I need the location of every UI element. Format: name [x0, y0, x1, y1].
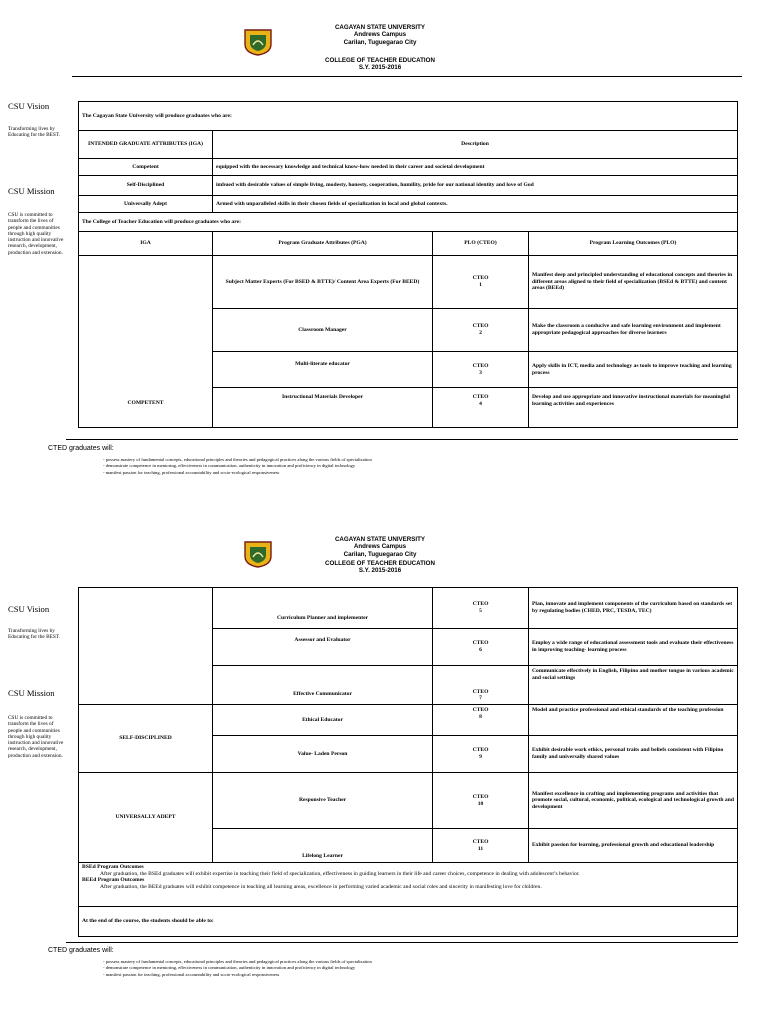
plo-code-cell: [433, 736, 529, 773]
plo-number: 2: [479, 330, 482, 336]
table-row: [79, 705, 738, 736]
plo-number: 1: [479, 282, 482, 288]
page-2: [0, 512, 768, 1012]
plo-number: 5: [479, 608, 482, 614]
list-item: - manifest passion for teaching, professional accountability and socio-ecological responsiveness: [103, 972, 372, 978]
plo-code: CTEO: [472, 688, 489, 695]
plo-code: CTEO: [472, 601, 489, 608]
campus-address: Carilan, Tuguegarao City: [343, 38, 417, 46]
col-pga: Program Graduate Attributes (PGA): [213, 232, 433, 256]
plo-number: 11: [477, 845, 484, 852]
pga-cell: Assessor and Evaluator: [213, 629, 433, 666]
plo-number: 4: [479, 400, 482, 407]
plo-code-cell: [433, 773, 529, 829]
pga-cell: Responsive Teacher: [213, 773, 433, 829]
campus-name: Andrews Campus: [353, 31, 407, 39]
iga-name: Self-Disciplined: [79, 176, 213, 196]
list-item: - possess mastery of fundamental concepts, educational principles and theories and pedagogical practices along the various fields of specialization: [103, 959, 372, 965]
plo-number: 9: [479, 754, 482, 760]
plo-number: 7: [479, 695, 482, 702]
beed-title: BEEd Program Outcomes: [82, 877, 145, 884]
campus-address: Carilan, Tuguegarao City: [343, 550, 417, 558]
pga-cell: Ethical Educator: [213, 705, 433, 736]
plo-code-cell: [433, 829, 529, 863]
pga-cell: Value- Laden Person: [213, 736, 433, 773]
pga-cell: Instructional Materials Developer: [213, 388, 433, 428]
vision-text: Transforming lives by Educating for the BEST.: [8, 126, 60, 139]
plo-description: Apply skills in ICT, media and technology as tools to improve teaching and learning process: [529, 352, 738, 388]
plo-number: 10: [477, 800, 484, 807]
attributes-table: [78, 101, 738, 428]
page-1: [0, 0, 768, 500]
iga-group-label: COMPETENT: [79, 256, 213, 428]
iga-name: Competent: [79, 159, 213, 176]
plo-code-cell: [433, 588, 529, 629]
pga-cell: Effective Communicator: [213, 666, 433, 705]
plo-description: Exhibit passion for learning, professional growth and educational leadership: [529, 829, 738, 863]
plo-code-cell: [433, 666, 529, 705]
plo-number: 3: [479, 369, 482, 376]
plo-description: Develop and use appropriate and innovative instructional materials for meaningful learning activities and experiences: [529, 388, 738, 428]
plo-code-cell: [433, 352, 529, 388]
col-outcomes: Program Learning Outcomes (PLO): [529, 232, 738, 256]
bsed-text: After graduation, the BSEd graduates will exhibit expertise in teaching their field of specialization, effectiveness in guiding learners in their life and career choices, competence in dealing with adolescent’s behavior.: [100, 870, 580, 877]
cte-intro: The College of Teacher Education will produce graduates who are:: [79, 213, 738, 232]
outcomes-table: [78, 587, 738, 937]
university-name: CAGAYAN STATE UNIVERSITY: [334, 24, 426, 31]
plo-code: CTEO: [472, 838, 489, 845]
pga-cell: Classroom Manager: [213, 309, 433, 352]
plo-code-cell: [433, 629, 529, 666]
table-row: [79, 256, 738, 309]
cted-title: CTED graduates will:: [48, 947, 114, 954]
table-row: [79, 176, 738, 196]
plo-description: Communicate effectively in English, Filipino and mother tongue in various academic and social settings: [529, 666, 738, 705]
plo-code: CTEO: [472, 323, 489, 330]
mission-title: CSU Mission: [8, 688, 55, 698]
col-plo: PLO (CTEO): [433, 232, 529, 256]
plo-description: Manifest deep and principled understanding of educational concepts and theories in different areas aligned to their field of specialization (BSEd & BTTE) and content areas (BEEd): [529, 256, 738, 309]
footer-rule: [66, 942, 738, 943]
plo-description: Make the classroom a conducive and safe learning environment and implement appropriate pedagogical approaches for diverse learners: [529, 309, 738, 352]
iga-name: Universally Adept: [79, 196, 213, 213]
institution-header: [290, 24, 470, 46]
header-rule: [72, 76, 742, 77]
footer-rule: [66, 439, 738, 440]
mission-text: CSU is committed to transform the lives of people and communities through high quality instruction and innovative research, development, production and extension.: [8, 715, 64, 759]
list-item: - demonstrate competence in mentoring, effectiveness in communication, authenticity in innovation and proficiency in digital technology: [103, 463, 372, 469]
end-of-course: At the end of the course, the students should be able to:: [79, 907, 738, 937]
pga-cell: Multi-literate educator: [213, 352, 433, 388]
program-outcomes: [79, 863, 738, 907]
university-name: CAGAYAN STATE UNIVERSITY: [334, 536, 426, 543]
plo-description: Exhibit desirable work ethics, personal traits and beliefs consistent with Filipino family and universally shared values: [529, 736, 738, 773]
college-name: COLLEGE OF TEACHER EDUCATION: [325, 57, 435, 64]
school-year: S.Y. 2015-2016: [358, 567, 402, 575]
iga-description: Armed with unparalleled skills in their chosen fields of specialization in local and global contexts.: [213, 196, 738, 213]
csu-intro: The Cagayan State University will produce graduates who are:: [79, 102, 738, 131]
plo-number: 8: [479, 713, 482, 720]
university-seal-icon: [243, 540, 273, 568]
plo-code-cell: [433, 309, 529, 352]
table-row: [79, 588, 738, 629]
table-row: [79, 159, 738, 176]
table-row: [79, 196, 738, 213]
cted-list: [103, 457, 372, 476]
list-item: - demonstrate competence in mentoring, effectiveness in communication, authenticity in innovation and proficiency in digital technology: [103, 965, 372, 971]
plo-code: CTEO: [472, 640, 489, 647]
bsed-title: BSEd Program Outcomes: [82, 864, 144, 870]
plo-number: 6: [479, 647, 482, 653]
iga-header: INTENDED GRADUATE ATTRIBUTES (IGA): [79, 131, 213, 159]
iga-description: equipped with the necessary knowledge and technical know-how needed in their career and societal development: [213, 159, 738, 176]
college-header: [290, 57, 470, 72]
pga-cell: Curriculum Planner and implementer: [213, 588, 433, 629]
pga-cell: Lifelong Learner: [213, 829, 433, 863]
plo-description: Model and practice professional and ethical standards of the teaching profession: [529, 705, 738, 736]
plo-code: CTEO: [472, 394, 489, 400]
campus-name: Andrews Campus: [353, 543, 407, 551]
vision-title: CSU Vision: [8, 604, 50, 614]
table-row: [79, 773, 738, 829]
pga-cell: Subject Matter Experts (For BSED & BTTE)/ Content Area Experts (For BEED): [213, 256, 433, 309]
plo-code: CTEO: [472, 793, 489, 800]
plo-code-cell: [433, 388, 529, 428]
list-item: - possess mastery of fundamental concepts, educational principles and theories and pedagogical practices along the various fields of specialization: [103, 457, 372, 463]
iga-group-blank: [79, 588, 213, 705]
college-name: COLLEGE OF TEACHER EDUCATION: [325, 560, 435, 567]
plo-code-cell: [433, 256, 529, 309]
plo-code: CTEO: [472, 747, 489, 754]
mission-text: CSU is committed to transform the lives of people and communities through high quality instruction and innovative research, development, production and extension.: [8, 212, 64, 256]
iga-group-label: SELF-DISCIPLINED: [79, 705, 213, 773]
vision-text: Transforming lives by Educating for the BEST.: [8, 628, 60, 641]
mission-title: CSU Mission: [8, 186, 55, 196]
vision-title: CSU Vision: [8, 101, 50, 111]
institution-header: [290, 536, 470, 558]
col-iga: IGA: [79, 232, 213, 256]
description-header: Description: [213, 131, 738, 159]
cted-title: CTED graduates will:: [48, 445, 114, 452]
cted-list: [103, 959, 372, 978]
iga-group-label: UNIVERSALLY ADEPT: [79, 773, 213, 863]
plo-code: CTEO: [472, 707, 489, 713]
list-item: - manifest passion for teaching, professional accountability and socio-ecological responsiveness: [103, 470, 372, 476]
plo-code: CTEO: [472, 275, 489, 282]
school-year: S.Y. 2015-2016: [358, 64, 402, 72]
beed-text: After graduation, the BEEd graduates will exhibit competence in teaching all learning areas, excellence in performing varied academic and social roles and sincerity in manifesting love for children.: [100, 883, 542, 890]
college-header: [290, 560, 470, 575]
plo-description: Employ a wide range of educational assessment tools and evaluate their effectiveness in improving teaching- learning process: [529, 629, 738, 666]
plo-code: CTEO: [472, 362, 489, 369]
plo-description: Plan, innovate and implement components of the curriculum based on standards set by regulating bodies (CHED, PRC, TESDA, TEC): [529, 588, 738, 629]
iga-description: imbued with desirable values of simple living, modesty, honesty, cooperation, humility, pride for our national identity and love of God: [213, 176, 738, 196]
plo-description: Manifest excellence in crafting and implementing programs and activities that promote social, cultural, economic, political, ecological and technological growth and development: [529, 773, 738, 829]
university-seal-icon: [243, 28, 273, 56]
plo-code-cell: [433, 705, 529, 736]
